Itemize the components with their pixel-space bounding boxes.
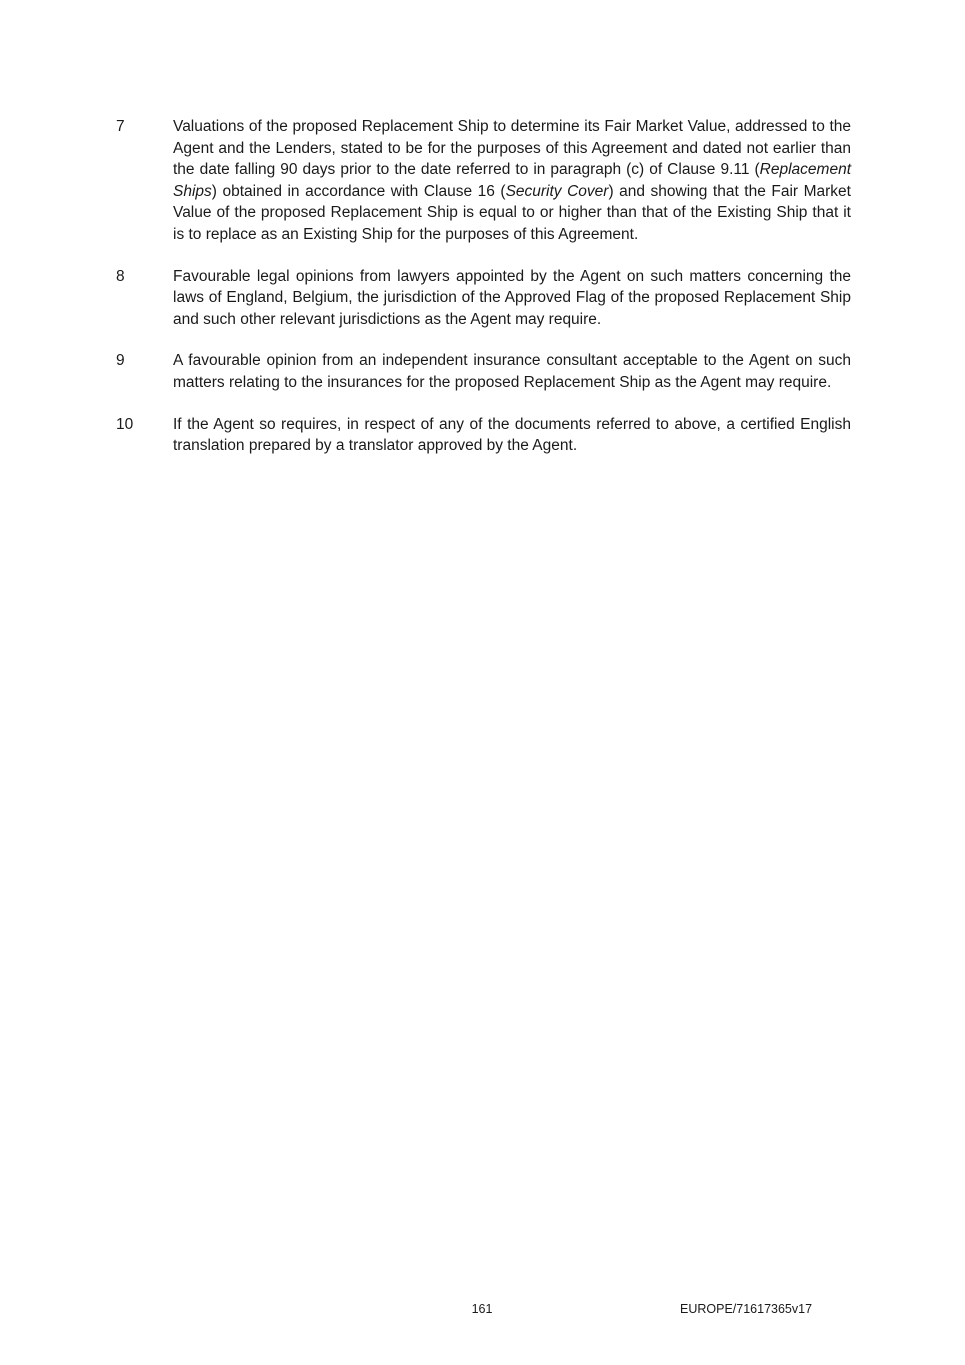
clause-text: If the Agent so requires, in respect of any of the documents referred to above, a certified English translation prepared by a translator approved by the Agent.	[173, 415, 851, 455]
clause-9	[116, 350, 851, 393]
clause-text: A favourable opinion from an independent insurance consultant acceptable to the Agent on such matters relating to the insurances for the proposed Replacement Ship as the Agent may require.	[173, 352, 851, 391]
clause-10	[116, 414, 851, 457]
clause-number: 7	[116, 118, 125, 135]
clause-reference-italic: Security Cover	[505, 182, 609, 200]
clause-reference-italic: Replacement Ships	[173, 161, 851, 200]
clause-text-segment: ) obtained in accordance with Clause 16 (	[211, 182, 506, 200]
document-reference: EUROPE/71617365v17	[680, 1302, 813, 1316]
clause-7	[116, 116, 851, 246]
clause-text-segment: ) and showing that the Fair Market Value of the proposed Replacement Ship is equal to or higher than that of the Existing Ship that it is to replace as an Existing Ship for the purposes of this Agreement.	[173, 182, 851, 243]
clause-number: 10	[116, 415, 134, 433]
clause-number: 9	[116, 352, 125, 370]
clause-text-segment: Valuations of the proposed Replacement Ship to determine its Fair Market Value, addressed to the Agent and the Lenders, stated to be for the purposes of this Agreement and dated not earlier than the date falling 90 days prior to the date referred to in paragraph (c) of Clause 9.11 (	[173, 118, 851, 179]
clause-number: 8	[116, 267, 125, 285]
clause-list	[116, 116, 851, 477]
clause-8	[116, 266, 851, 331]
clause-text: Favourable legal opinions from lawyers appointed by the Agent on such matters concerning the laws of England, Belgium, the jurisdiction of the Approved Flag of the proposed Replacement Ship and such other relevant jurisdictions as the Agent may require.	[173, 267, 851, 328]
page-number: 161	[471, 1302, 493, 1316]
clause-text	[173, 116, 851, 246]
